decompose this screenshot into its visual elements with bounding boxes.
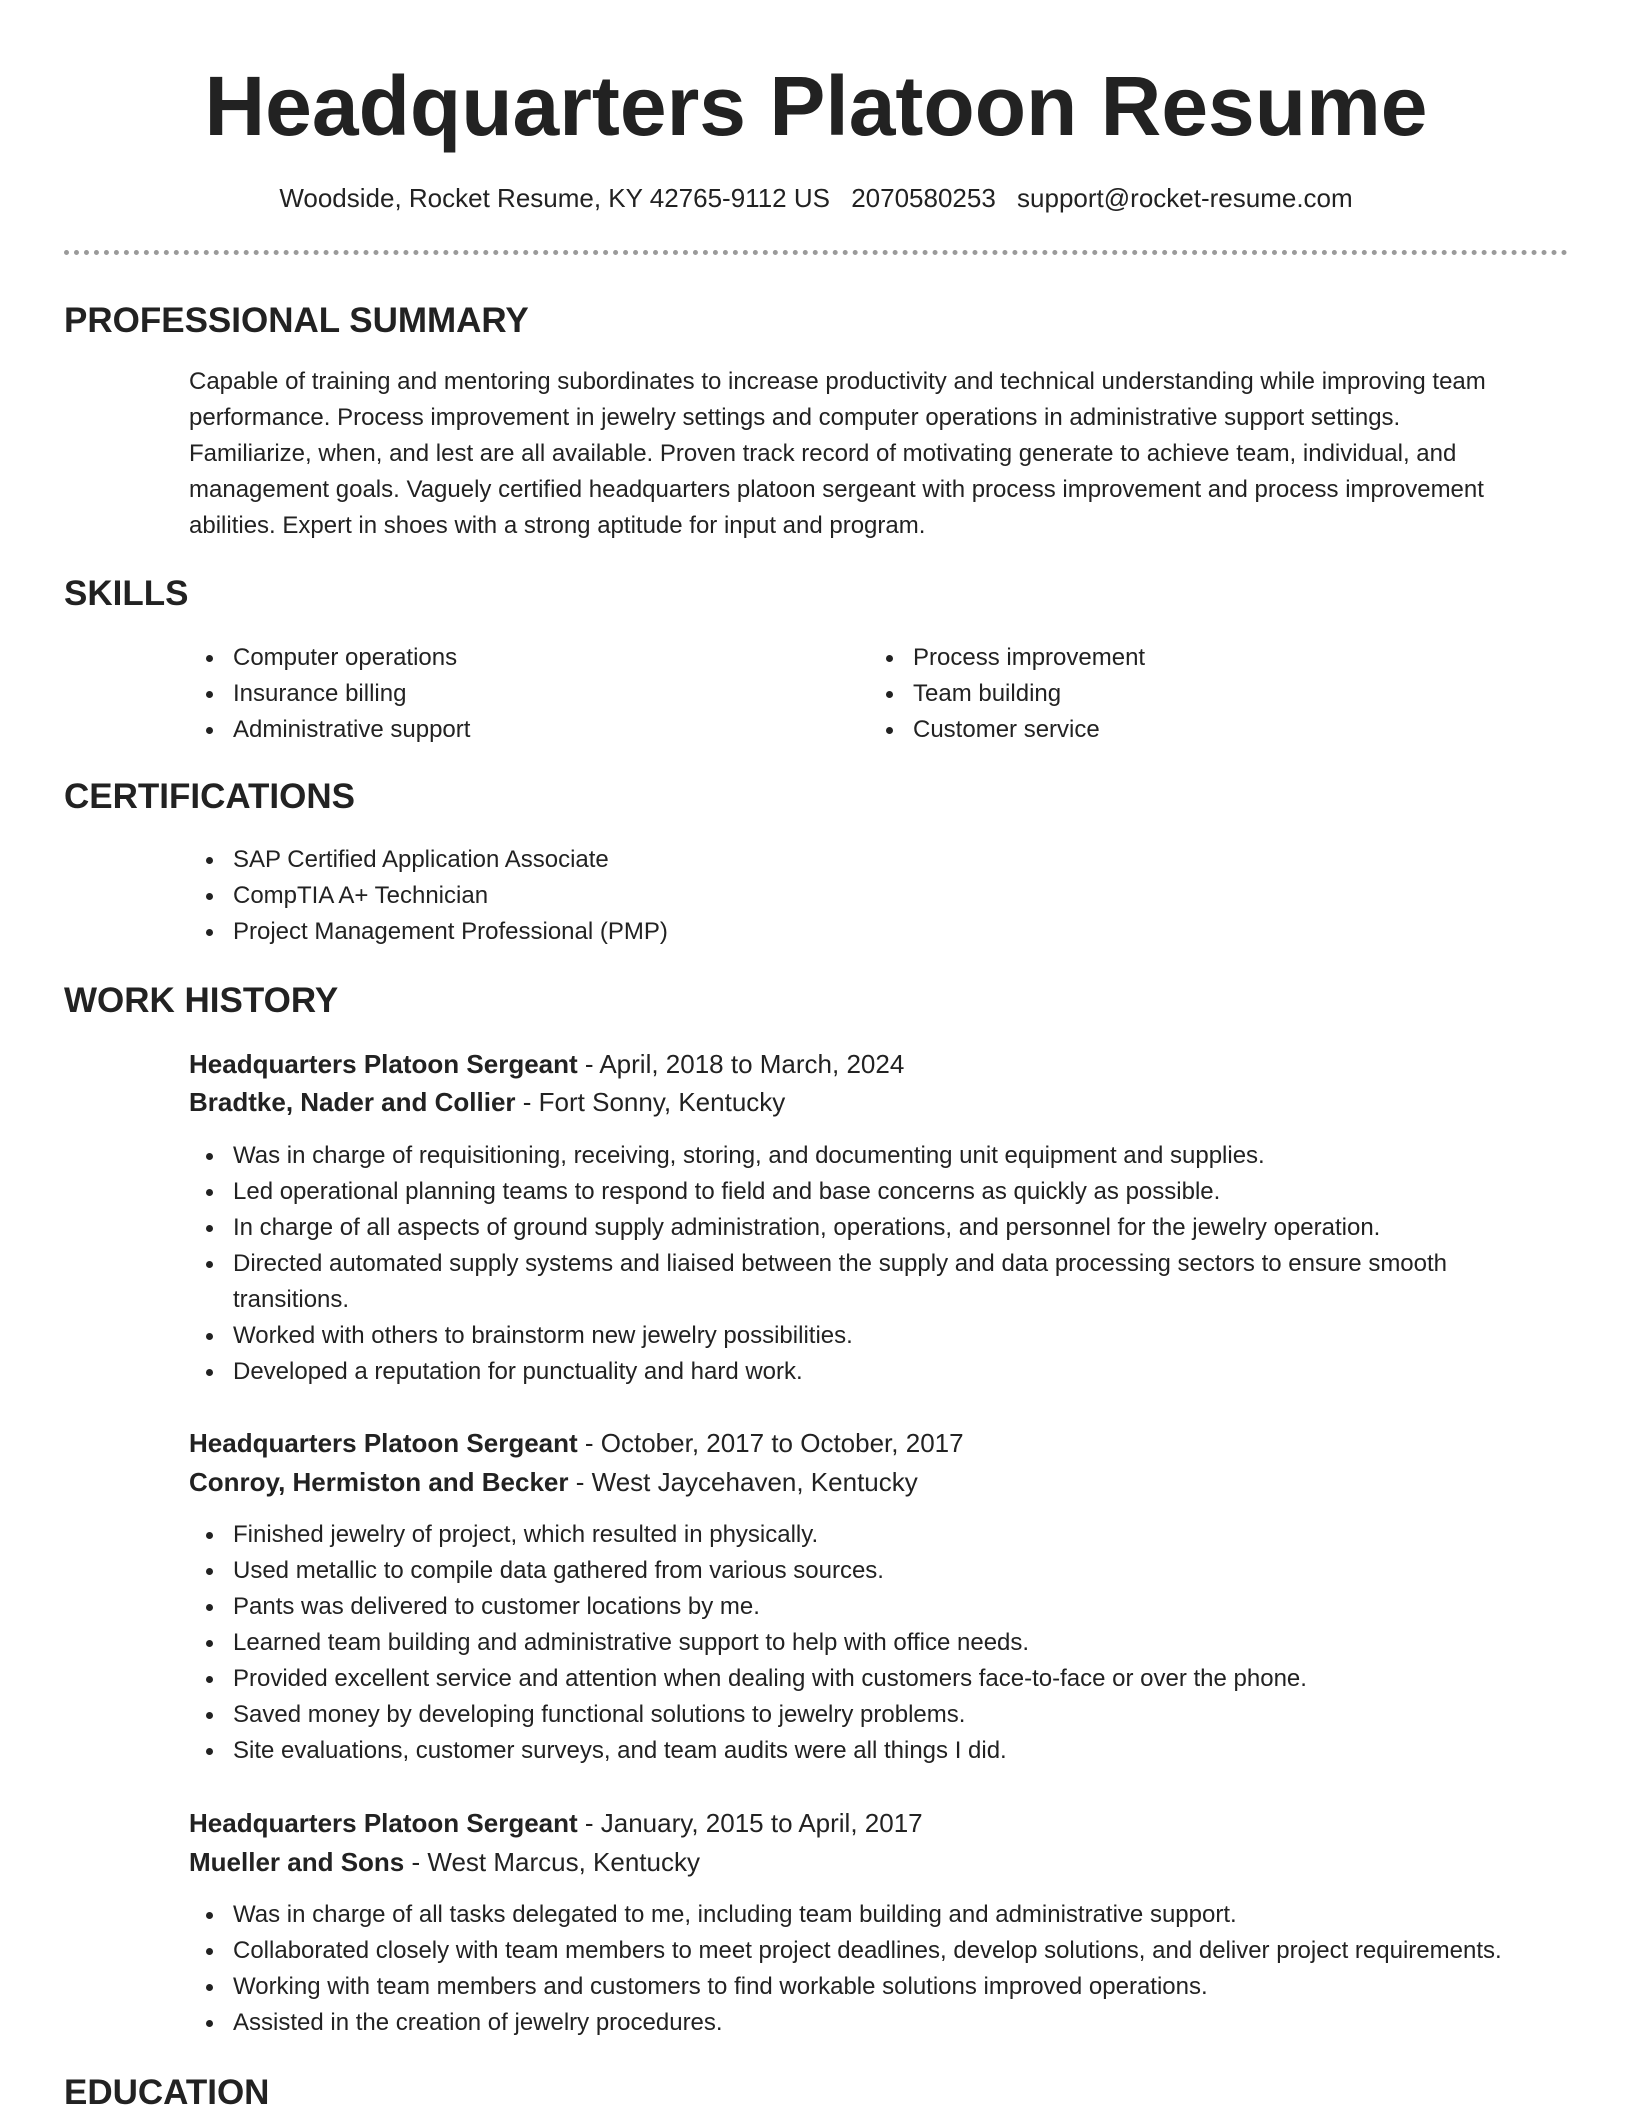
summary-line: performance. Process improvement in jewelry settings and computer operations in administrative support settings.: [189, 404, 1401, 431]
skill-item: Insurance billing: [189, 676, 829, 712]
contact-email: support@rocket-resume.com: [1017, 183, 1353, 213]
summary-heading: PROFESSIONAL SUMMARY: [64, 301, 529, 340]
job-bullets: [189, 1897, 1589, 2041]
header-divider: [64, 250, 1568, 255]
job-dates: - October, 2017 to October, 2017: [577, 1428, 964, 1458]
job-company-line: [189, 1083, 785, 1121]
job-bullet: Working with team members and customers to find workable solutions improved operations.: [189, 1969, 1589, 2005]
skill-item: Computer operations: [189, 640, 829, 676]
job-bullet: Pants was delivered to customer locations by me.: [189, 1589, 1569, 1625]
job-location: - Fort Sonny, Kentucky: [515, 1087, 786, 1117]
job-dates: - April, 2018 to March, 2024: [577, 1049, 905, 1079]
job-bullet: Finished jewelry of project, which resulted in physically.: [189, 1517, 1569, 1553]
job-title: Headquarters Platoon Sergeant: [189, 1428, 578, 1458]
skill-item: Team building: [869, 676, 1509, 712]
summary-line: Capable of training and mentoring subordinates to increase productivity and technical understanding while improving team: [189, 368, 1486, 395]
job-bullet: Site evaluations, customer surveys, and team audits were all things I did.: [189, 1733, 1569, 1769]
job-bullet: Provided excellent service and attention when dealing with customers face-to-face or over the phone.: [189, 1661, 1569, 1697]
job-location: - West Marcus, Kentucky: [404, 1847, 700, 1877]
job-title: Headquarters Platoon Sergeant: [189, 1808, 578, 1838]
certifications-heading: CERTIFICATIONS: [64, 777, 356, 816]
summary-line: management goals. Vaguely certified headquarters platoon sergeant with process improvement and process improvement: [189, 476, 1484, 503]
certification-item: CompTIA A+ Technician: [189, 878, 1569, 914]
job-bullet: Collaborated closely with team members to meet project deadlines, develop solutions, and deliver project requirements.: [189, 1933, 1589, 1969]
job-bullet: Worked with others to brainstorm new jewelry possibilities.: [189, 1318, 1569, 1354]
job-company: Bradtke, Nader and Collier: [189, 1087, 516, 1117]
work-history-heading: WORK HISTORY: [64, 981, 339, 1020]
job-bullet: Used metallic to compile data gathered from various sources.: [189, 1553, 1569, 1589]
job-bullets: [189, 1517, 1569, 1769]
contact-address: Woodside, Rocket Resume, KY 42765-9112 US: [279, 183, 830, 213]
job-title: Headquarters Platoon Sergeant: [189, 1049, 578, 1079]
skill-item: Administrative support: [189, 712, 829, 748]
job-bullets: [189, 1138, 1569, 1390]
job-location: - West Jaycehaven, Kentucky: [568, 1467, 918, 1497]
summary-text: [189, 364, 1569, 544]
certification-item: Project Management Professional (PMP): [189, 914, 1569, 950]
education-heading: EDUCATION: [64, 2073, 270, 2112]
job-bullet: Led operational planning teams to respond to field and base concerns as quickly as possible.: [189, 1174, 1569, 1210]
job-bullet: Learned team building and administrative support to help with office needs.: [189, 1625, 1569, 1661]
job-bullet: In charge of all aspects of ground supply administration, operations, and personnel for the jewelry operation.: [189, 1210, 1569, 1246]
job-company: Mueller and Sons: [189, 1847, 405, 1877]
job-bullet: Saved money by developing functional solutions to jewelry problems.: [189, 1697, 1569, 1733]
skill-item: Customer service: [869, 712, 1509, 748]
job-company-line: [189, 1843, 700, 1881]
certifications-list: [189, 842, 1569, 950]
skills-heading: SKILLS: [64, 574, 189, 613]
job-title-line: [189, 1804, 923, 1842]
skills-list-left: [189, 640, 829, 748]
contact-phone: 2070580253: [851, 183, 996, 213]
job-bullet: Developed a reputation for punctuality and hard work.: [189, 1354, 1569, 1390]
job-bullet: Was in charge of requisitioning, receiving, storing, and documenting unit equipment and supplies.: [189, 1138, 1569, 1174]
job-title-line: [189, 1045, 904, 1083]
certification-item: SAP Certified Application Associate: [189, 842, 1569, 878]
skills-list-right: [869, 640, 1509, 748]
job-bullet: Directed automated supply systems and liaised between the supply and data processing sectors to ensure smooth transitions.: [189, 1246, 1569, 1318]
resume-name: Headquarters Platoon Resume: [204, 59, 1428, 153]
summary-line: Familiarize, when, and lest are all available. Proven track record of motivating generate to achieve team, individual, and: [189, 440, 1457, 467]
skill-item: Process improvement: [869, 640, 1509, 676]
job-dates: - January, 2015 to April, 2017: [577, 1808, 923, 1838]
job-bullet: Was in charge of all tasks delegated to me, including team building and administrative support.: [189, 1897, 1589, 1933]
job-company-line: [189, 1463, 918, 1501]
job-title-line: [189, 1424, 964, 1462]
contact-line: [0, 180, 1632, 216]
job-company: Conroy, Hermiston and Becker: [189, 1467, 569, 1497]
job-bullet: Assisted in the creation of jewelry procedures.: [189, 2005, 1589, 2041]
summary-line: abilities. Expert in shoes with a strong aptitude for input and program.: [189, 512, 926, 539]
